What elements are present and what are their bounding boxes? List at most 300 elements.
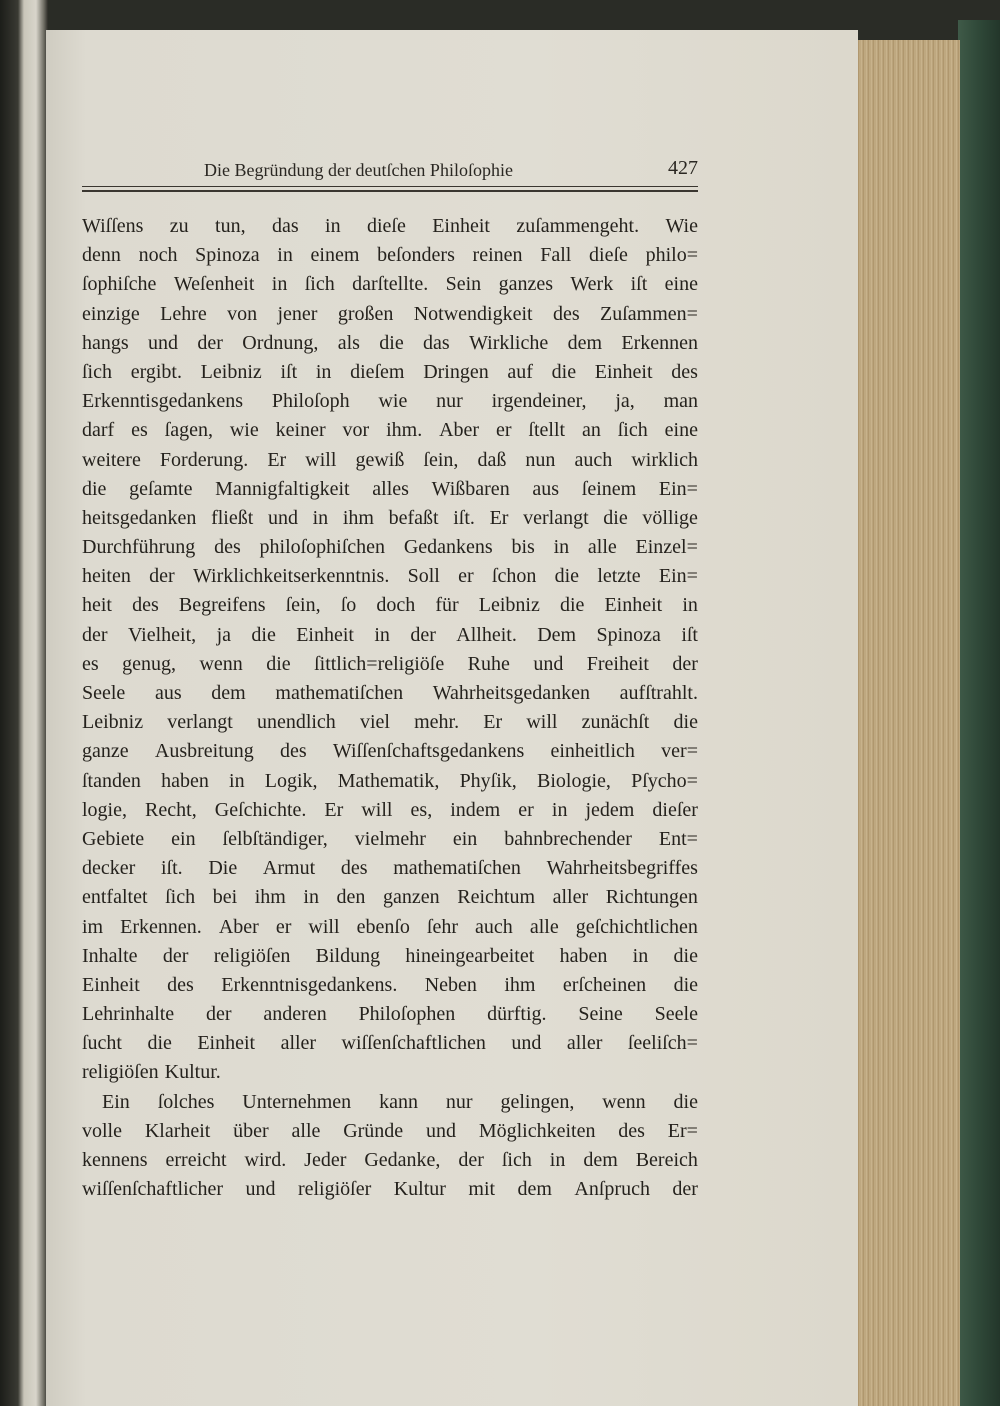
word: und [426,1119,456,1142]
word: einheitlich [550,740,635,763]
word: von [227,302,258,325]
word: in [315,360,332,383]
word: Erkennen. [120,915,202,938]
word: ja [216,623,231,646]
word: die [559,594,585,617]
word: nur [436,390,463,413]
text-line [82,1088,698,1117]
word: philo= [645,244,698,267]
text-line [82,1175,698,1204]
word: will [526,711,558,734]
word: Lehre [160,302,207,325]
word: vor [342,419,370,442]
word: der [458,1149,484,1171]
word: religiöſer [297,1178,372,1201]
word: die [673,711,698,734]
word: jedem [585,798,635,821]
word: ſich [304,273,335,296]
word: Mannigfaltigkeit [215,477,350,500]
text-line [82,416,698,445]
word: anderen [263,1003,327,1026]
word: ein [452,827,478,850]
text-line [82,708,698,737]
text-line [82,1000,698,1029]
word: fließt [211,506,254,529]
word: Möglichkeiten [478,1119,596,1142]
word: Einzel= [635,536,698,559]
word: zuſammengeht. [516,215,640,237]
header-rule [82,186,698,187]
word: aller [552,886,589,909]
word: Erkenntisgedankens [82,390,244,413]
word: der [162,944,189,967]
word: entfaltet [82,886,148,909]
body-text [82,212,698,1204]
word: philoſophiſchen [259,536,386,559]
word: eine [664,273,698,296]
word: mit [468,1178,496,1201]
word: des [671,360,698,383]
word: ſein, [285,594,321,617]
word: Philoſophen [358,1003,456,1026]
word: kann [379,1090,418,1113]
word: Ruhe [467,652,510,675]
word: Erkennen [621,331,698,354]
word: Forderung. [159,448,249,471]
word: er [275,915,292,938]
word: decker [82,857,136,880]
word: Biologie, [537,769,611,792]
word: wiſſenſchaftlicher [82,1178,224,1201]
word: Seine [578,1003,623,1026]
word: Bildung [315,944,381,967]
word: Spinoza [195,244,260,267]
text-line [82,591,698,620]
word: der [410,623,436,646]
word: Bereich [635,1149,698,1171]
word: ihm. [386,419,423,442]
word: Einheit [432,215,490,237]
word: ſittlich=religiöſe [314,652,445,675]
word: in [303,886,319,909]
word: ihm [504,973,536,996]
word: auf [507,360,533,383]
text-line [82,679,698,708]
text-line [82,300,698,329]
word: irgendeiner, [491,390,587,413]
word: Gedanke, [364,1149,441,1171]
word: beſonders [377,244,455,267]
text-line [82,270,698,299]
word: Jeder [304,1149,347,1171]
word: Weſenheit [173,273,255,296]
word: ſich [501,1149,532,1171]
word: als [337,331,360,354]
word: ebenſo [356,915,410,938]
word: will [305,448,337,471]
word: Unternehmen [242,1090,352,1113]
word: Er= [667,1119,698,1142]
word: Spinoza [596,623,661,646]
word: und [511,1032,542,1055]
word: auch [574,448,613,471]
word: ihm [342,506,374,529]
word: wirklich [631,448,698,471]
word: ſich [165,886,196,909]
word: die [551,360,577,383]
word: der [672,1178,698,1201]
word: zunächſt [581,711,650,734]
word: nur [445,1090,473,1113]
word: ſeinem [581,477,637,500]
word: es [82,652,99,675]
word: mathematiſchen [275,682,404,704]
word: daß [477,448,507,471]
word: haben [161,769,209,792]
text-line [82,1117,698,1146]
word: der [206,1003,232,1026]
word: ſtanden [82,769,141,792]
word: die [673,973,698,996]
word: religiöſen [213,944,291,967]
word: mehr. [414,711,460,734]
word: in [374,623,390,646]
word: aller [566,1032,603,1055]
word: Freiheit [586,652,649,675]
word: ſagen, [164,419,213,442]
word: aufſtrahlt. [619,682,698,704]
word: Seele [82,682,126,704]
word: Neben [424,973,477,996]
word: des [340,857,368,880]
word: und [267,506,298,529]
text-line [82,1058,698,1087]
word: den [336,886,366,909]
word: alles [372,477,409,500]
word: viel [359,711,390,734]
word: die [673,944,698,967]
word: und [148,331,179,354]
word: vielmehr [354,827,426,850]
text-line [82,971,698,1000]
word: gewiß [355,448,405,471]
word: für [435,594,459,617]
word: Ordnung, [242,331,319,354]
word: dieſe [366,215,406,237]
word: gelingen, [500,1090,575,1113]
word: in [325,215,341,237]
word: wenn [602,1090,646,1113]
word: Allheit. [456,623,517,646]
word: Gebiete [82,827,145,850]
word: Wiſſenſchaftsgedankens [332,740,525,763]
word: Einheit [296,623,354,646]
word: des [280,740,307,763]
word: in [271,273,288,296]
word: wenn [199,652,243,675]
word: Erkenntnisgedankens. [221,973,398,996]
word: ſolches [157,1090,215,1113]
word: und [245,1178,276,1201]
word: Durchführung [82,536,196,559]
word: iſt. [160,857,183,880]
word: in [549,1149,566,1171]
word: die [554,565,580,588]
word: reinen [472,244,523,267]
word: in [312,506,329,529]
word: Wie [665,215,698,237]
word: mathematiſchen [393,857,521,880]
word: Er [483,711,503,734]
text-line [82,942,698,971]
word: iſt [681,623,698,646]
text-line [82,1146,698,1175]
word: in [229,769,245,792]
word: jener [277,302,318,325]
word: Recht, [145,798,197,821]
word: aus [532,477,560,500]
word: erſcheinen [562,973,647,996]
word: Einheit [594,360,653,383]
word: Soll [407,565,440,588]
word: des [552,302,580,325]
word: des [214,536,241,559]
word: ſich [82,360,112,383]
word: der [197,331,223,354]
word: es [131,419,148,442]
word: Einheit [604,594,663,617]
word: Er [489,506,509,529]
text-line [82,796,698,825]
word: die [603,506,628,529]
word: Werk [570,273,614,296]
word: Kultur [393,1178,446,1201]
word: im [82,915,104,938]
word: ſucht [82,1032,122,1055]
word: Wirklichkeitserkenntnis. [192,565,390,588]
word: wie [378,390,408,413]
word: aus [154,682,182,704]
word: Lehrinhalte [82,1003,175,1026]
word: und [533,652,564,675]
word: wiſſenſchaftlichen [341,1032,486,1055]
word: befaßt [388,506,439,529]
word: Klarheit [144,1119,211,1142]
word: Ein [102,1090,130,1113]
word: der [82,623,108,646]
book-cover [958,20,1000,1406]
word: erreicht [165,1149,227,1171]
word: ſtellt [528,419,566,442]
word: aller [280,1032,317,1055]
word: eine [664,419,698,442]
word: indem [450,798,501,821]
word: Leibniz [478,594,540,617]
word: nun [525,448,556,471]
word: alle [587,536,617,559]
word: Kultur. [164,1061,221,1084]
text-line [82,387,698,416]
word: Ein= [658,565,698,588]
text-line [82,241,698,270]
word: in [551,798,568,821]
word: einem [310,244,360,267]
running-head [82,158,698,182]
word: Reichtum [457,886,535,909]
facing-page-edge [0,0,48,1406]
word: Wirkliche [469,331,549,354]
text-line [82,883,698,912]
text-line [82,504,698,533]
word: Ein= [658,477,698,500]
word: ſelbſtändiger, [222,827,328,850]
word: Wißbaren [431,477,510,500]
word: noch [138,244,178,267]
word: Seele [654,1003,698,1026]
word: denn [82,244,121,267]
word: zu [169,215,189,237]
word: genug, [122,652,176,675]
word: des [618,1119,645,1142]
text-line [82,533,698,562]
word: wie [229,419,259,442]
word: Fall [540,244,572,267]
running-head-title: Die Begründung der deutſchen Philoſophie [204,160,513,180]
word: weitere [82,448,141,471]
word: Wahrheitsgedanken [432,682,590,704]
word: unendlich [256,711,336,734]
word: Zuſammen= [599,302,698,325]
word: Mathematik, [337,769,440,792]
word: an [581,419,601,442]
word: letzte [597,565,641,588]
word: Richtungen [605,886,698,909]
text-line [82,650,698,679]
text-line [82,562,698,591]
text-line [82,621,698,650]
word: Leibniz [200,360,262,383]
word: ganzes [498,273,553,296]
word: dem [211,682,246,704]
word: hineingearbeitet [405,944,535,967]
word: Vielheit, [127,623,197,646]
word: ver= [661,740,698,763]
word: dieſer [652,798,698,821]
word: ſo [340,594,357,617]
word: Gründe [343,1119,404,1142]
word: das [423,331,450,354]
word: großen [337,302,394,325]
word: verlangt [523,506,589,529]
word: einzige [82,302,140,325]
word: ein [171,827,196,850]
word: dem [517,1178,552,1201]
word: ſeeliſch= [627,1032,698,1055]
word: ſich [617,419,648,442]
word: Wiſſens [82,215,144,237]
word: logie, [82,798,127,821]
word: der [672,652,698,675]
word: volle [82,1119,122,1142]
word: darſtellte. [352,273,429,296]
text-line [82,329,698,358]
word: Dringen [423,360,489,383]
word: Logik, [264,769,318,792]
word: Armut [262,857,316,880]
word: geſamte [129,477,193,500]
text-line [82,358,698,387]
word: über [233,1119,269,1142]
word: die [379,331,404,354]
word: in [682,594,698,617]
word: ganzen [383,886,440,909]
word: die [82,477,107,500]
word: heiten [82,565,131,588]
word: hangs [82,331,129,354]
word: auch [475,915,513,938]
word: will [361,798,393,821]
word: darf [82,419,115,442]
word: ſehr [426,915,459,938]
word: Aber [439,419,480,442]
text-line [82,212,698,241]
text-line [82,446,698,475]
word: dem [567,331,603,354]
page-number: 427 [668,157,698,179]
word: dieſem [350,360,405,383]
header-rule [82,190,698,192]
word: Einheit [197,1032,256,1055]
word: iſt [630,273,648,296]
word: Ausbreitung [154,740,254,763]
word: des [132,594,159,617]
word: die [266,652,291,675]
word: heit [82,594,112,617]
word: Phyſik, [459,769,517,792]
word: bei [212,886,238,909]
word: die [673,1090,698,1113]
word: dürftig. [487,1003,547,1026]
text-line [82,737,698,766]
word: alle [529,915,559,938]
word: Einheit [82,973,140,996]
word: der [149,565,175,588]
word: völlige [642,506,698,529]
word: ſchon [491,565,537,588]
text-line [82,854,698,883]
word: er [495,419,512,442]
word: Notwendigkeit [413,302,533,325]
word: man [663,390,698,413]
word: tun, [215,215,246,237]
word: alle [291,1119,321,1142]
word: Die [208,857,238,880]
word: dem [583,1149,618,1171]
word: bis [511,536,535,559]
word: die [251,623,276,646]
word: iſt [280,360,298,383]
word: verlangt [167,711,233,734]
text-line [82,913,698,942]
word: des [167,973,194,996]
word: ſophiſche [82,273,157,296]
word: haben [559,944,608,967]
word: Er [267,448,287,471]
word: geſchichtlichen [575,915,698,938]
word: iſt. [453,506,475,529]
word: will [308,915,340,938]
word: ganze [82,740,129,763]
